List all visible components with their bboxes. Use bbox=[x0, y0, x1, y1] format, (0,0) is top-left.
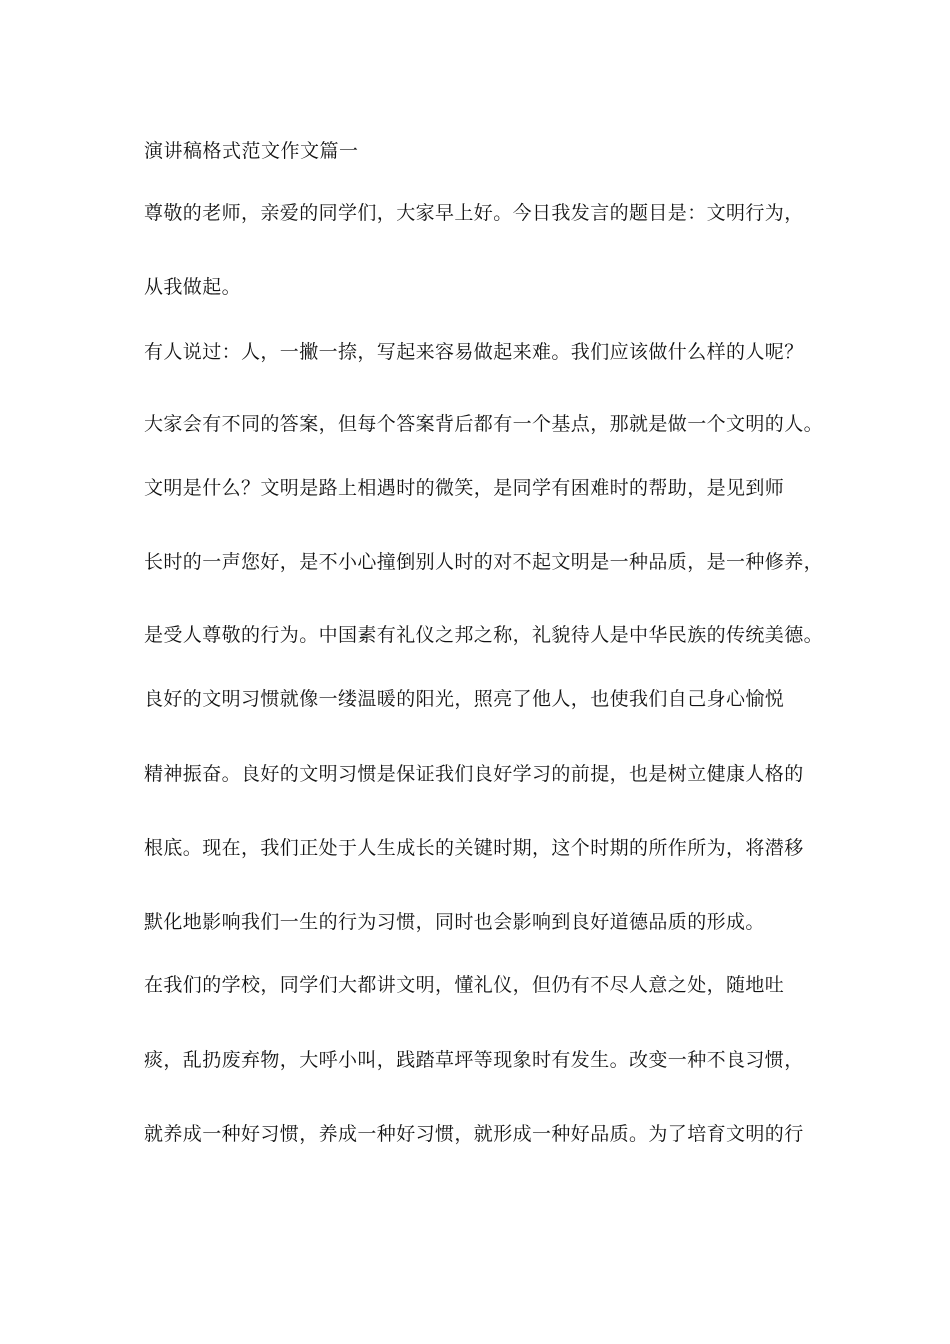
document-title: 演讲稿格式范文作文篇一 bbox=[144, 140, 359, 162]
text-line: 大家会有不同的答案，但每个答案背后都有一个基点，那就是做一个文明的人。 bbox=[144, 413, 824, 435]
text-line: 长时的一声您好，是不小心撞倒别人时的对不起文明是一种品质，是一种修养， bbox=[144, 551, 824, 573]
text-line: 良好的文明习惯就像一缕温暖的阳光，照亮了他人，也使我们自己身心愉悦 bbox=[144, 688, 785, 710]
text-line: 精神振奋。良好的文明习惯是保证我们良好学习的前提，也是树立健康人格的 bbox=[144, 763, 804, 785]
text-line: 在我们的学校，同学们大都讲文明，懂礼仪，但仍有不尽人意之处，随地吐 bbox=[144, 974, 785, 996]
text-line: 默化地影响我们一生的行为习惯，同时也会影响到良好道德品质的形成。 bbox=[144, 911, 765, 933]
text-line: 从我做起。 bbox=[144, 276, 242, 298]
text-line: 文明是什么？文明是路上相遇时的微笑，是同学有困难时的帮助，是见到师 bbox=[144, 477, 785, 499]
text-line: 是受人尊敬的行为。中国素有礼仪之邦之称，礼貌待人是中华民族的传统美德。 bbox=[144, 624, 824, 646]
text-line: 尊敬的老师，亲爱的同学们，大家早上好。今日我发言的题目是：文明行为， bbox=[144, 202, 804, 224]
text-line: 有人说过：人，一撇一捺，写起来容易做起来难。我们应该做什么样的人呢？ bbox=[144, 341, 804, 363]
text-line: 就养成一种好习惯，养成一种好习惯，就形成一种好品质。为了培育文明的行 bbox=[144, 1123, 804, 1145]
text-line: 痰，乱扔废弃物，大呼小叫，践踏草坪等现象时有发生。改变一种不良习惯， bbox=[144, 1049, 804, 1071]
text-line: 根底。现在，我们正处于人生成长的关键时期，这个时期的所作所为，将潜移 bbox=[144, 837, 804, 859]
